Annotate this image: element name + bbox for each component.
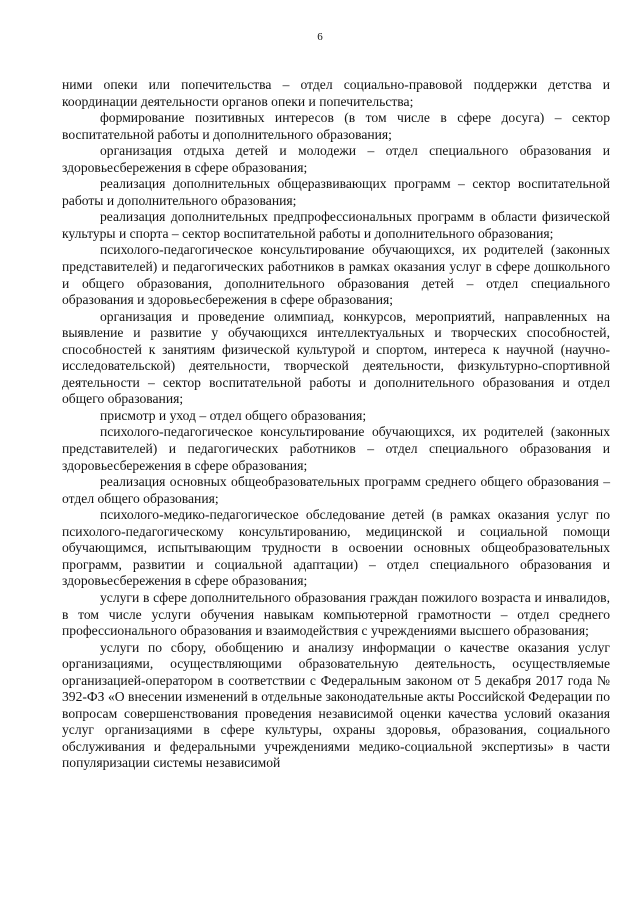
paragraph: услуги по сбору, обобщению и анализу информации о качестве оказания услуг организациями, осуществляющими образовательную деятельность, осуществляемые организацией-оператором в соответствии с Федеральным законом от 5 декабря 2017 года № 392-ФЗ «О внесении изменений в отдельные законодательные акты Российской Федерации по вопросам совершенствования проведения независимой оценки качества условий оказания услуг организациями в сфере культуры, охраны здоровья, образования, социального обслуживания и федеральными учреждениями медико-социальной экспертизы» в части популяризации системы независимой (62, 639, 610, 771)
paragraph: формирование позитивных интересов (в том числе в сфере досуга) – сектор воспитательной работы и дополнительного образования; (62, 110, 610, 142)
page-number: 6 (317, 31, 323, 43)
paragraph: психолого-педагогическое консультирование обучающихся, их родителей (законных представителей) и педагогических работников – отдел специального образования и здоровьесбережения в сфере образования; (62, 424, 610, 473)
paragraph: услуги в сфере дополнительного образования граждан пожилого возраста и инвалидов, в том числе услуги обучения навыкам компьютерной грамотности – отдел среднего профессионального образования и взаимодействия с учреждениями высшего образования; (62, 589, 610, 639)
paragraph: организация и проведение олимпиад, конкурсов, мероприятий, направленных на выявление и развитие у обучающихся интеллектуальных и творческих способностей, способностей к занятиям физической культурой и спортом, интереса к научной (научно-исследовательской) деятельности, творческой деятельности, физкультурно-спортивной деятельности – сектор воспитательной работы и дополнительного образования и отдел общего образования; (62, 308, 610, 407)
paragraph: реализация дополнительных предпрофессиональных программ в области физической культуры и спорта – сектор воспитательной работы и дополнительного образования; (62, 209, 610, 241)
paragraph: организация отдыха детей и молодежи – отдел специального образования и здоровьесбережения в сфере образования; (62, 143, 610, 175)
paragraph: психолого-медико-педагогическое обследование детей (в рамках оказания услуг по психолого-педагогическому консультированию, медицинской и социальной помощи обучающимся, испытывающим трудности в освоении основных общеобразовательных программ, развитии и социальной адаптации) – отдел специального образования и здоровьесбережения в сфере образования; (62, 507, 610, 589)
document-body (62, 77, 610, 772)
paragraph: присмотр и уход – отдел общего образования; (100, 407, 367, 423)
paragraph: реализация основных общеобразовательных программ среднего общего образования – отдел общего образования; (62, 474, 610, 506)
paragraph: ними опеки или попечительства – отдел социально-правовой поддержки детства и координации деятельности органов опеки и попечительства; (62, 77, 610, 109)
paragraph: реализация дополнительных общеразвивающих программ – сектор воспитательной работы и дополнительного образования; (62, 176, 610, 208)
paragraph: психолого-педагогическое консультирование обучающихся, их родителей (законных представителей) и педагогических работников в рамках оказания услуг в сфере дошкольного и общего образования, дополнительного образования детей – отдел специального образования и здоровьесбережения в сфере образования; (62, 242, 610, 308)
